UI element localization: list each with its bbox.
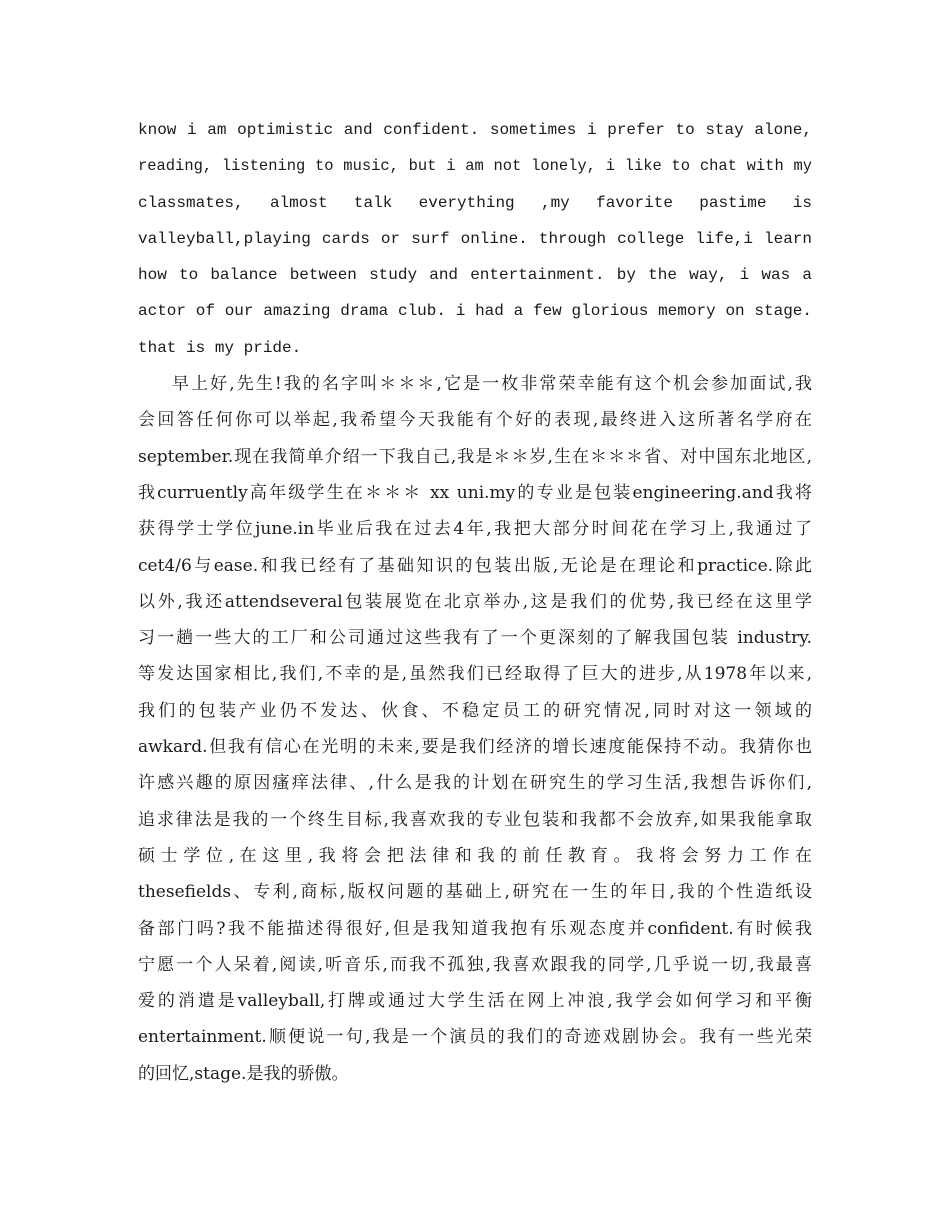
chinese-line: cet4/6与ease.和我已经有了基础知识的包装出版,无论是在理论和practice.除此 [138, 555, 812, 576]
english-line: that is my pride. [138, 338, 302, 357]
chinese-line: 爱的消遣是valleyball,打牌或通过大学生活在网上冲浪,我学会如何学习和平衡 [138, 991, 812, 1012]
english-line: actor of our amazing drama club. i had a few glorious memory on stage. [138, 302, 812, 321]
chinese-line: 我们的包装产业仍不发达、伙食、不稳定员工的研究情况,同时对这一领域的 [138, 700, 812, 721]
english-line: reading, listening to music, but i am not lonely, i like to chat with my [138, 157, 812, 176]
chinese-line: 追求律法是我的一个终生目标,我喜欢我的专业包装和我都不会放弃,如果我能拿取 [138, 809, 812, 830]
chinese-line: 等发达国家相比,我们,不幸的是,虽然我们已经取得了巨大的进步,从1978年以来, [138, 664, 812, 685]
english-line: valleyball,playing cards or surf online. through college life,i learn [138, 229, 812, 248]
chinese-line: 宁愿一个人呆着,阅读,听音乐,而我不孤独,我喜欢跟我的同学,几乎说一切,我最喜 [138, 954, 812, 975]
chinese-line: 的回忆,stage.是我的骄傲。 [138, 1063, 349, 1084]
chinese-line: september.现在我简单介绍一下我自己,我是＊＊岁,生在＊＊＊省、对中国东北地区, [138, 446, 812, 467]
chinese-paragraph [138, 366, 812, 1092]
chinese-line: 备部门吗?我不能描述得很好,但是我知道我抱有乐观态度并confident.有时候我 [138, 918, 812, 939]
chinese-line: entertainment.顺便说一句,我是一个演员的我们的奇迹戏剧协会。我有一些光荣 [138, 1027, 812, 1048]
chinese-line: 我curruently高年级学生在＊＊＊ xx uni.my的专业是包装engineering.and我将 [138, 482, 812, 503]
chinese-line: awkard.但我有信心在光明的未来,要是我们经济的增长速度能保持不动。我猜你也 [138, 737, 812, 758]
chinese-line: 硕 士 学 位 , 在 这 里 , 我 将 会 把 法 律 和 我 的 前 任 教 育 。 我 将 会 努 力 工 作 在 [138, 845, 812, 866]
english-line: know i am optimistic and confident. sometimes i prefer to stay alone, [138, 121, 812, 139]
chinese-line: 获得学士学位june.in毕业后我在过去4年,我把大部分时间花在学习上,我通过了 [138, 519, 812, 540]
english-line: classmates, almost talk everything ,my favorite pastime is [138, 193, 812, 212]
document-page [138, 112, 812, 1092]
chinese-line: 会回答任何你可以举起,我希望今天我能有个好的表现,最终进入这所著名学府在 [138, 410, 812, 431]
chinese-line: 许感兴趣的原因瘙痒法律、,什么是我的计划在研究生的学习生活,我想告诉你们, [138, 773, 812, 794]
english-line: how to balance between study and entertainment. by the way, i was a [138, 266, 812, 285]
english-paragraph [138, 112, 812, 366]
chinese-line: thesefields、专利,商标,版权问题的基础上,研究在一生的年日,我的个性造纸设 [138, 882, 812, 903]
chinese-line: 早上好,先生!我的名字叫＊＊＊,它是一枚非常荣幸能有这个机会参加面试,我 [172, 374, 812, 395]
chinese-line: 习一趟一些大的工厂和公司通过这些我有了一个更深刻的了解我国包装 industry. [138, 628, 812, 649]
chinese-line: 以外,我还attendseveral包装展览在北京举办,这是我们的优势,我已经在这里学 [138, 591, 812, 612]
